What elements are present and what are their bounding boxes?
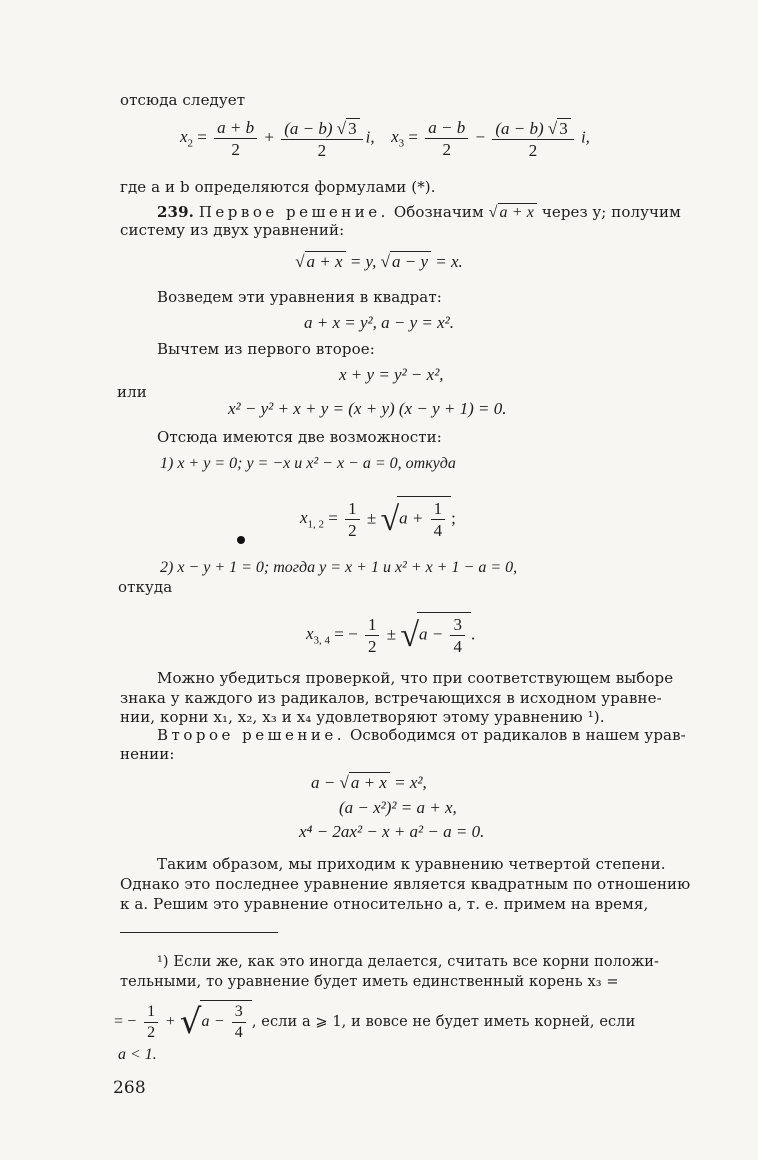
intro-line: отсюда следует xyxy=(120,91,246,109)
x3-symbol: $x_3$ xyxy=(391,127,405,150)
fraction: $\frac{a - b}{2}$ xyxy=(425,119,468,158)
equation-second-1: a − √ a + x = x², xyxy=(311,773,427,792)
radical: √ a + x xyxy=(489,203,537,221)
radical: √ a + x xyxy=(339,772,389,791)
equation-second-2: (a − x²)² = a + x, xyxy=(339,798,457,817)
two-cases-text: Отсюда имеются две возможности: xyxy=(157,428,442,446)
equation-second-3: x⁴ − 2ax² − x + a² − a = 0. xyxy=(299,822,485,841)
radical: a − $\frac{3}{4}$ xyxy=(417,612,471,655)
problem-239-line: 239. Первое решение. Обозначим √ a + x через y; получим xyxy=(157,203,681,221)
check-line-3: нии, корни x₁, x₂, x₃ и x₄ удовлетворяют этому уравнению ¹). xyxy=(120,708,605,726)
or-text: или xyxy=(117,383,147,401)
radical: a + $\frac{1}{4}$ xyxy=(397,496,451,539)
fraction: $\frac{(a - b) √ 3}{2}$ xyxy=(492,118,573,159)
conclusion-line-2: Однако это последнее уравнение является квадратным по отношению xyxy=(120,875,691,893)
conclusion-line-1: Таким образом, мы приходим к уравнению четвертой степени. xyxy=(157,855,666,873)
second-solution-line-2: нении: xyxy=(120,745,175,763)
x2-symbol: $x_2$ xyxy=(180,127,194,150)
fraction: $\frac{a + b}{2}$ xyxy=(214,119,257,158)
case-2-whence: откуда xyxy=(118,578,173,596)
radical: √ a + x xyxy=(295,251,345,270)
system-intro: систему из двух уравнений: xyxy=(120,221,345,239)
where-line: где a и b определяются формулами (*). xyxy=(120,178,436,196)
case-2: 2) x − y + 1 = 0; тогда y = x + 1 и x² + x + 1 − a = 0, xyxy=(160,559,518,576)
check-line-1: Можно убедиться проверкой, что при соответствующем выборе xyxy=(157,669,674,687)
page-number: 268 xyxy=(113,1078,146,1098)
formula-x2-x3: $x_2$ = $\frac{a + b}{2}$ + $\frac{(a - b) √ 3}{2}$ i, $x_3$ = $\frac{a - b}{2}$ − $\frac{(a - b) √ 3}{2}$ i, xyxy=(180,118,590,160)
second-solution-line: Второе решение. Освободимся от радикалов в нашем урав- xyxy=(157,726,686,744)
equation-factored: x² − y² + x + y = (x + y) (x − y + 1) = 0. xyxy=(228,399,507,418)
ink-dot xyxy=(237,536,245,544)
footnote-line-4: a < 1. xyxy=(118,1046,157,1063)
equation-squared: a + x = y², a − y = x². xyxy=(303,313,454,332)
subtract-text: Вычтем из первого второе: xyxy=(157,340,375,358)
footnote-line-2: тельными, то уравнение будет иметь единственный корень x₃ = xyxy=(120,974,619,990)
square-text: Возведем эти уравнения в квадрат: xyxy=(157,288,442,306)
footnote-line-1: ¹) Если же, как это иногда делается, считать все корни положи- xyxy=(157,954,660,970)
solution-heading: Первое решение. xyxy=(198,203,389,221)
footnote-line-3: = − $\frac{1}{2}$ + √a − $\frac{3}{4}$ , если a ⩾ 1, и вовсе не будет иметь корней, если xyxy=(114,1000,635,1041)
case-1: 1) x + y = 0; y = −x и x² − x − a = 0, откуда xyxy=(160,455,456,472)
problem-number: 239. xyxy=(157,203,194,221)
footnote-rule xyxy=(120,932,278,933)
radical: √ a − y xyxy=(381,251,431,270)
radical: a − $\frac{3}{4}$ xyxy=(200,1000,252,1041)
formula-x12: $x_{1, 2}$ = $\frac{1}{2}$ ± √a + $\frac{1}{4}$ ; xyxy=(300,496,456,539)
conclusion-line-3: к a. Решим это уравнение относительно a, т. е. примем на время, xyxy=(120,895,649,913)
radical: √ 3 xyxy=(337,118,360,137)
fraction: $\frac{(a - b) √ 3}{2}$ xyxy=(281,118,362,159)
solution-heading: Второе решение. xyxy=(157,726,346,744)
radical: √ 3 xyxy=(548,118,571,137)
check-line-2: знака у каждого из радикалов, встречающихся в исходном уравне- xyxy=(120,689,662,707)
equation-subtracted: x + y = y² − x², xyxy=(339,365,444,384)
formula-x34: $x_{3, 4}$ = − $\frac{1}{2}$ ± √a − $\frac{3}{4}$ . xyxy=(306,612,475,655)
equation-system: √ a + x = y, √ a − y = x. xyxy=(295,252,463,271)
